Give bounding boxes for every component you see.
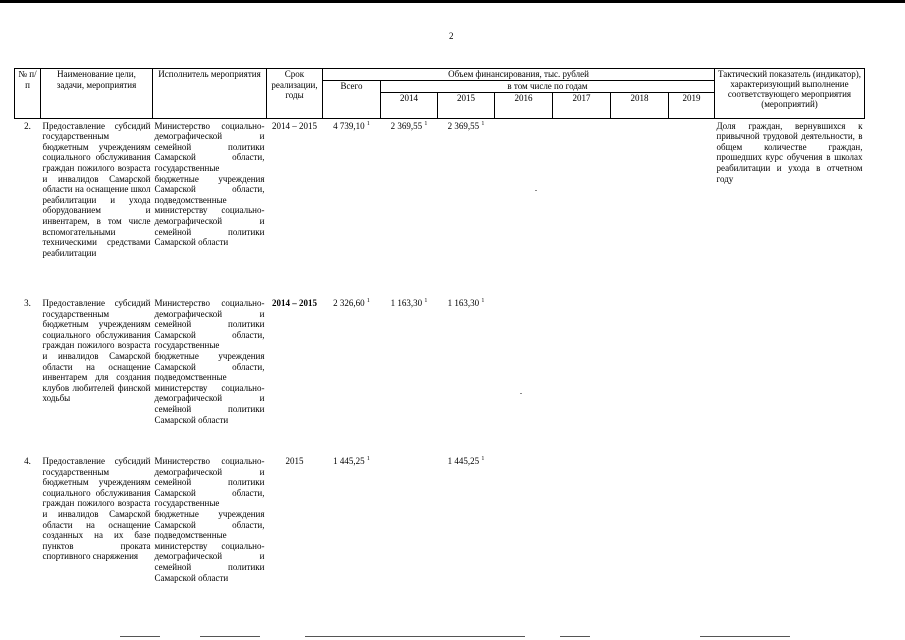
row-2014 — [381, 298, 438, 456]
value-2014: 2 369,55 — [390, 120, 423, 131]
total-value: 4 739,10 — [333, 120, 365, 131]
table-row — [15, 118, 865, 298]
footnote-mark: 1 — [366, 120, 370, 127]
header-year-2016: 2016 — [495, 92, 553, 118]
footnote-mark: 1 — [481, 456, 485, 463]
header-num: № п/п — [15, 69, 41, 119]
footnote-mark: 1 — [481, 298, 485, 305]
row-indicator: Доля граждан, вернувшихся к привычной трудовой деятельности, в общем количестве граждан, прошедших курс обучения в школах реабилитации и ухода в отчетном году — [716, 120, 863, 184]
total-value: 1 445,25 — [333, 456, 365, 467]
row-2014 — [381, 118, 438, 298]
scan-mark — [200, 636, 260, 637]
footnote-mark: 1 — [424, 120, 428, 127]
row-name: Предоставление субсидий государственным бюджетным учреждениям социального обслуживания граждан пожилого возраста и инвалидов Самарской области на оснащение инвентарем для создания клубов любителей финской ходьбы — [42, 298, 151, 404]
header-year-2014: 2014 — [381, 92, 438, 118]
table-row — [15, 298, 865, 456]
value-2015: 1 163,30 — [447, 298, 480, 309]
value-2015: 2 369,55 — [447, 120, 480, 131]
row-2015 — [438, 118, 495, 298]
footnote-mark: 1 — [424, 298, 428, 305]
row-total — [323, 118, 381, 298]
row-num: 4. — [24, 456, 31, 467]
scan-mark — [120, 636, 160, 637]
scan-mark — [305, 636, 525, 637]
footnote-mark: 1 — [366, 298, 370, 305]
header-funding: Объем финансирования, тыс. рублей — [323, 69, 715, 81]
row-name: Предоставление субсидий государственным бюджетным учреждениям социального обслуживания граждан пожилого возраста и инвалидов Самарской области на оснащение созданных на их базе пунктов проката спортивного снаряжения — [42, 456, 151, 562]
row-name: Предоставление субсидий государственным бюджетным учреждениям социального обслуживания граждан пожилого возраста и инвалидов Самарской области на оснащение школ реабилитации и ухода оборудованием и инвентарем, в том числе вспомогательными техническими средствами реабилитации — [42, 120, 151, 258]
header-year-2019: 2019 — [669, 92, 715, 118]
header-by-years: в том числе по годам — [381, 81, 715, 93]
footnote-mark: 1 — [481, 120, 485, 127]
value-2015: 1 445,25 — [447, 456, 480, 467]
value-2014: 1 163,30 — [390, 298, 423, 309]
row-executor: Министерство социально-демографической и семейной политики Самарской области, государственные бюджетные учреждения Самарской области, подведомственные министерству социально-демографической и семейной политики Самарской области — [154, 456, 265, 583]
scan-speck — [535, 190, 537, 191]
header-name: Наименование цели, задачи, мероприятия — [41, 69, 153, 119]
row-term: 2014 – 2015 — [272, 120, 317, 131]
table-row — [15, 456, 865, 616]
header-year-2018: 2018 — [611, 92, 669, 118]
row-2015 — [438, 298, 495, 456]
row-num: 3. — [24, 298, 31, 309]
total-value: 2 326,60 — [333, 298, 365, 309]
funding-table — [14, 68, 865, 616]
row-total — [323, 456, 381, 616]
header-total: Всего — [323, 81, 381, 119]
row-num: 2. — [24, 120, 31, 131]
bottom-scan-line — [0, 636, 905, 637]
row-2014 — [381, 456, 438, 616]
header-year-2017: 2017 — [553, 92, 611, 118]
header-indicator: Тактический показатель (индикатор), характеризующий выполнение соответствующего мероприятия (мероприятий) — [715, 69, 865, 119]
scan-mark — [700, 636, 790, 637]
row-indicator — [715, 456, 865, 616]
header-executor: Исполнитель мероприятия — [153, 69, 267, 119]
row-total — [323, 298, 381, 456]
row-term: 2015 — [285, 456, 304, 467]
page-number: 2 — [449, 31, 454, 41]
row-executor: Министерство социально-демографической и семейной политики Самарской области, государственные бюджетные учреждения Самарской области, подведомственные министерству социально-демографической и семейной политики Самарской области — [154, 298, 265, 425]
row-term: 2014 – 2015 — [272, 298, 317, 309]
top-border — [0, 0, 905, 3]
scan-speck — [520, 393, 522, 394]
scan-mark — [560, 636, 590, 637]
row-indicator — [715, 298, 865, 456]
footnote-mark: 1 — [366, 456, 370, 463]
header-year-2015: 2015 — [438, 92, 495, 118]
header-term: Срок реализации, годы — [267, 69, 323, 119]
row-executor: Министерство социально-демографической и семейной политики Самарской области, государственные бюджетные учреждения Самарской области, подведомственные министерству социально-демографической и семейной политики Самарской области — [154, 120, 265, 248]
row-2015 — [438, 456, 495, 616]
header-row-1 — [15, 69, 865, 81]
